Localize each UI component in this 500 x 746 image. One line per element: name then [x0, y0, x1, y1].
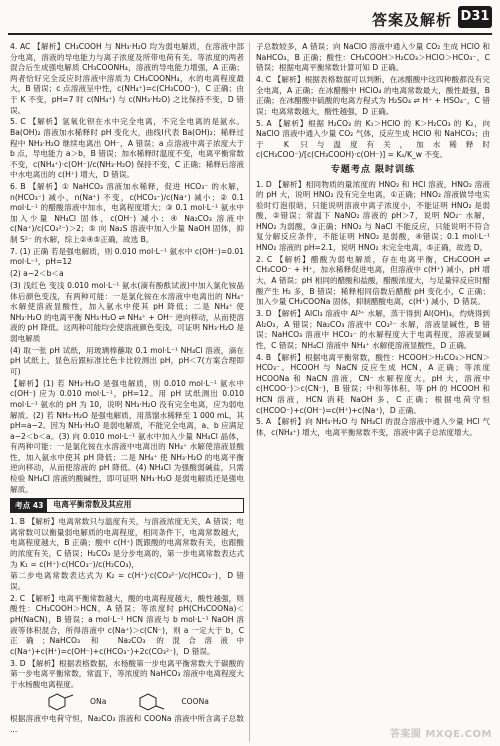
point43-answer-3-cont: 根据溶液中电荷守恒，Na₂CO₃ 溶液和 COONa 溶液中所含离子总数 ...	[10, 714, 244, 734]
answer-7-1: 7. (1) 正确 若是强电解质，则 0.010 mol·L⁻¹ 氨水中 c(OH⁻)=0.01 mol·L⁻¹，pH=12	[10, 246, 244, 267]
structure-label-coona: COONa	[181, 697, 209, 707]
left-column	[10, 42, 244, 742]
answer-6: 6. B 【解析】① NaHCO₃ 溶液加水稀释，促进 HCO₃⁻ 的水解，n(HCO₃⁻) 减小，n(Na⁺) 不变，c(HCO₃⁻)/c(Na⁺) 减小；② 0.1 mol·L⁻¹ 的醋酸溶液中加水，电离程度增大；③ 0.1 mol·L⁻¹ 氨水中加入少量 NH₄Cl 固体，c(OH⁻) 减小；④ Na₂CO₃ 溶液中 c(Na⁺)/c(CO₃²⁻)＞2；⑤ 向 Na₂S 溶液中加入少量 NaOH 固体，抑制 S²⁻ 的水解，综上②④⑤正确，故选 B。	[10, 182, 244, 245]
point43-answer-4: 4. C 【解析】根据表格数据可以判断，在冰醋酸中这四种酸都没有完全电离，A 正确；在冰醋酸中 HClO₄ 的电离常数最大，酸性最强，B 正确；在冰醋酸中硫酸的电离方程式为 H₂SO₄ ⇌ H⁺ + HSO₄⁻，C 错误；电离常数越大，酸性越强，D 正确。	[256, 74, 490, 116]
header-title: 答案及解析	[371, 11, 452, 29]
answer-7-2: (2) a−2＜b＜a	[10, 269, 64, 279]
answer-5: 5. C 【解析】氢氧化钡在水中完全电离，不完全电离的是氨水。Ba(OH)₂ 溶液加水稀释时 pH 变化大，曲线Ⅰ代表 Ba(OH)₂；稀释过程中 NH₃·H₂O 继续电离出 OH⁻，A 错误；a 点溶液中离子浓度大于 b 点，导电能力 a＞b，B 错误；加水稀释时温度不变，电离平衡常数不变，c(NH₄⁺)·c(OH⁻)/c(NH₃·H₂O) 保持不变，C 正确；稀释后溶液中水电离出的 c(H⁺) 增大，D 错误。	[10, 117, 244, 180]
special-answer-2: 2. C 【解析】醋酸为弱电解质，存在电离平衡，CH₃COOH ⇌ CH₃COO⁻ + H⁺，加水稀释促进电离，但溶液中 c(H⁺) 减小，pH 增大，A 错误；pH 相同的醋酸和盐酸，醋酸浓度大，与足量锌反应时醋酸产生 H₂ 多，B 错误；稀释相同倍数后醋酸 pH 变化小，C 正确；加入少量 CH₃COONa 固体，抑制醋酸电离，c(H⁺) 减小，D 错误。	[256, 254, 490, 307]
structure-label-ona: ONa	[90, 697, 107, 707]
answer-4: 4. AC 【解析】CH₃COOH 与 NH₃·H₂O 均为弱电解质，在溶液中部分电离，溶液的导电能力与离子浓度及所带电荷有关。等浓度的两者混合后生成强电解质 CH₃COONH₄，溶液的导电能力增强，A 正确；两者恰好完全反应时溶液中溶质为 CH₃COONH₄，水的电离程度最大，B 错误；c 点溶液呈中性，c(NH₄⁺)=c(CH₃COO⁻)，C 正确；由于 K 不变，pH=7 时 c(NH₄⁺) 与 c(NH₃·H₂O) 之比保持不变，D 错误。	[10, 42, 244, 115]
page-number-badge: D31	[458, 6, 492, 28]
column-divider	[249, 42, 250, 742]
answer-7-analysis: 【解析】(1) 若 NH₃·H₂O 是强电解质，则 0.010 mol·L⁻¹ 氨水中 c(OH⁻) 应为 0.010 mol·L⁻¹，pH=12。用 pH 试纸测出 0.010 mol·L⁻¹ 氨水的 pH 为 10，说明 NH₃·H₂O 没有完全电离，应为弱电解质。(2) 若 NH₃·H₂O 是强电解质，用蒸馏水稀释至 1 000 mL，其 pH=a−2。因为 NH₃·H₂O 是弱电解质，不能完全电离，a、b 应满足 a−2＜b＜a。(3) 向 0.010 mol·L⁻¹ 氨水中加入少量 NH₄Cl 晶体，有两种可能：一是氯化铵在水溶液中电离出的 NH₄⁺ 水解使溶液显酸性，加入氨水中使其 pH 降低；二是 NH₄⁺ 使 NH₃·H₂O 的电离平衡逆向移动，从而使溶液的 pH 降低。(4) NH₄Cl 为强酸弱碱盐，只需检验 NH₄Cl 溶液的酸碱性，即可证明 NH₃·H₂O 是弱电解质还是强电解质。	[10, 378, 244, 494]
structure-formulas	[10, 692, 244, 712]
benzene-ring-icon	[45, 692, 87, 712]
header-rule	[8, 33, 492, 35]
section-bar-point-43	[10, 498, 244, 513]
special-answer-3: 3. D 【解析】AlCl₃ 溶液中 Al³⁺ 水解，蒸干得到 Al(OH)₃，灼烧得到 Al₂O₃，A 错误；Na₂CO₃ 溶液中 CO₃²⁻ 水解，溶液显碱性，B 错误；NaHCO₃ 溶液中 HCO₃⁻ 的水解程度大于电离程度，溶液显碱性，C 错误；NH₄Cl 溶液中 NH₄⁺ 水解使溶液显酸性，D 正确。	[256, 309, 490, 350]
benzene-ring-icon	[136, 692, 178, 712]
special-section-title: 专题考点 限时训练	[330, 164, 416, 175]
special-answer-4: 4. B 【解析】根据电离平衡常数，酸性：HCOOH＞H₂CO₃＞HCN＞HCO₃⁻。HCOOH 与 NaCN 反应生成 HCN，A 正确；等浓度 HCOONa 和 NaCN 溶液，CN⁻ 水解程度大，pH 大，溶液中 c(HCOO⁻)＞c(CN⁻)，B 错误；中和等体积、等 pH 的 HCOOH 和 HCN 溶液，HCN 消耗 NaOH 多，C 正确；根据电荷守恒 c(HCOO⁻)+c(OH⁻)=c(H⁺)+c(Na⁺)，D 正确。	[256, 352, 490, 415]
special-answer-5: 5. A 【解析】向 NH₃·H₂O 与 NH₄Cl 的混合溶液中通入少量 HCl 气体，c(NH₄⁺) 增大，电离平衡常数不变，溶液中离子总浓度增大。	[256, 417, 490, 437]
answer-7-4: (4) 取一张 pH 试纸，用玻璃棒蘸取 0.1 mol·L⁻¹ NH₄Cl 溶液，滴在 pH 试纸上，显色后跟标准比色卡比较测出 pH，pH＜7(方案合理即可)	[10, 345, 244, 376]
section-point-label: 考点 43	[11, 499, 47, 512]
point43-answer-2: 2. C 【解析】电离平衡常数越大，酸的电离程度越大，酸性越强，则酸性：CH₃COOH＞HCN，A 错误；等浓度时 pH(CH₃COONa)＜pH(NaCN)，B 错误；a mol·L⁻¹ HCN 溶液与 b mol·L⁻¹ NaOH 溶液等体积混合，所得溶液中 c(Na⁺)＞c(CN⁻)，则 a 一定大于 b，C 正确；NaHCO₃ 和 Na₂CO₃ 的混合溶液中 c(Na⁺)+c(H⁺)=c(OH⁻)+c(HCO₃⁻)+2c(CO₃²⁻)，D 错误。	[10, 593, 244, 656]
page-header	[0, 0, 500, 36]
structure-phenolate	[45, 692, 106, 712]
special-answer-1: 1. D 【解析】相同物质的量浓度的 HNO₂ 和 HCl 溶液，HNO₂ 溶液的 pH 大，说明 HNO₂ 没有完全电离，①正确；HNO₂ 溶液做导电实验时灯泡很暗，只能说明溶液中离子浓度小，不能证明 HNO₂ 是弱酸，②错误；常温下 NaNO₂ 溶液的 pH＞7，说明 NO₂⁻ 水解，HNO₂ 为弱酸，③正确；HNO₂ 与 NaCl 不能反应，只能说明不符合复分解反应条件，不能证明 HNO₂ 是弱酸，④错误；0.1 mol·L⁻¹ HNO₂ 溶液的 pH=2.1，说明 HNO₂ 未完全电离，⑤正确，故选 D。	[256, 179, 490, 253]
structure-carboxylate	[136, 692, 209, 712]
point43-answer-1: 1. B 【解析】电离常数只与温度有关，与溶液浓度无关，A 错误；电离常数可以衡量弱电解质的电离程度，相同条件下，电离常数越大，电离程度越大，B 正确；酸中 c(H⁺) 既跟酸的电离常数有关，也跟酸的浓度有关，C 错误；H₂CO₃ 是分步电离的，第一步电离常数表达式为 K₁ = c(H⁺)·c(HCO₃⁻)/c(H₂CO₃)，	[10, 517, 244, 569]
point43-answer-3: 3. D 【解析】根据表格数据，水杨酸第一步电离平衡常数大于碳酸的第一步电离平衡常数，常温下，等浓度的 NaHCO₃ 溶液中电离程度大于水杨酸电离程度。	[10, 658, 244, 689]
answer-7-3: (3) 浅红色 变浅 0.010 mol·L⁻¹ 氨水(滴有酚酞试液)中加入氯化铵晶体后颜色变浅，有两种可能：一是氯化铵在水溶液中电离出的 NH₄⁺ 水解使溶液显酸性，加入氨水中使其 pH 降低；二是 NH₄⁺ 使 NH₃·H₂O 的电离平衡 NH₃·H₂O ⇌ NH₄⁺ + OH⁻ 逆向移动，从而使溶液的 pH 降低。这两种可能均会使溶液颜色变浅，可证明 NH₃·H₂O 是弱电解质	[10, 281, 244, 343]
right-column	[256, 42, 490, 742]
section-title: 电离平衡常数及其应用	[53, 500, 132, 510]
watermark: 答案圈 MXQE.COM	[389, 729, 492, 740]
point43-answer-1-cont: 第二步电离常数表达式为 K₂ = c(H⁺)·c(CO₃²⁻)/c(HCO₃⁻)，D 错误。	[10, 571, 244, 591]
point43-answer-5: 5. A 【解析】根据 H₂CO₃ 的 K₁＞HClO 的 K＞H₂CO₃ 的 K₂，向 NaClO 溶液中通入少量 CO₂ 气体，反应生成 HClO 和 NaHCO₃；由于 K 只与温度有关，加水稀释时 c(CH₃COO⁻)/[c(CH₃COOH)·c(OH⁻)] = Kₐ/K_w 不变。	[256, 118, 490, 160]
point43-answer-3-end: 子总数较多，A 错误；向 NaClO 溶液中通入少量 CO₂ 生成 HClO 和 NaHCO₃，B 正确；酸性：CH₃COOH＞H₂CO₃＞HClO＞HCO₃⁻，C 错误；根据电离平衡常数计算可知 D 正确。	[256, 42, 490, 73]
